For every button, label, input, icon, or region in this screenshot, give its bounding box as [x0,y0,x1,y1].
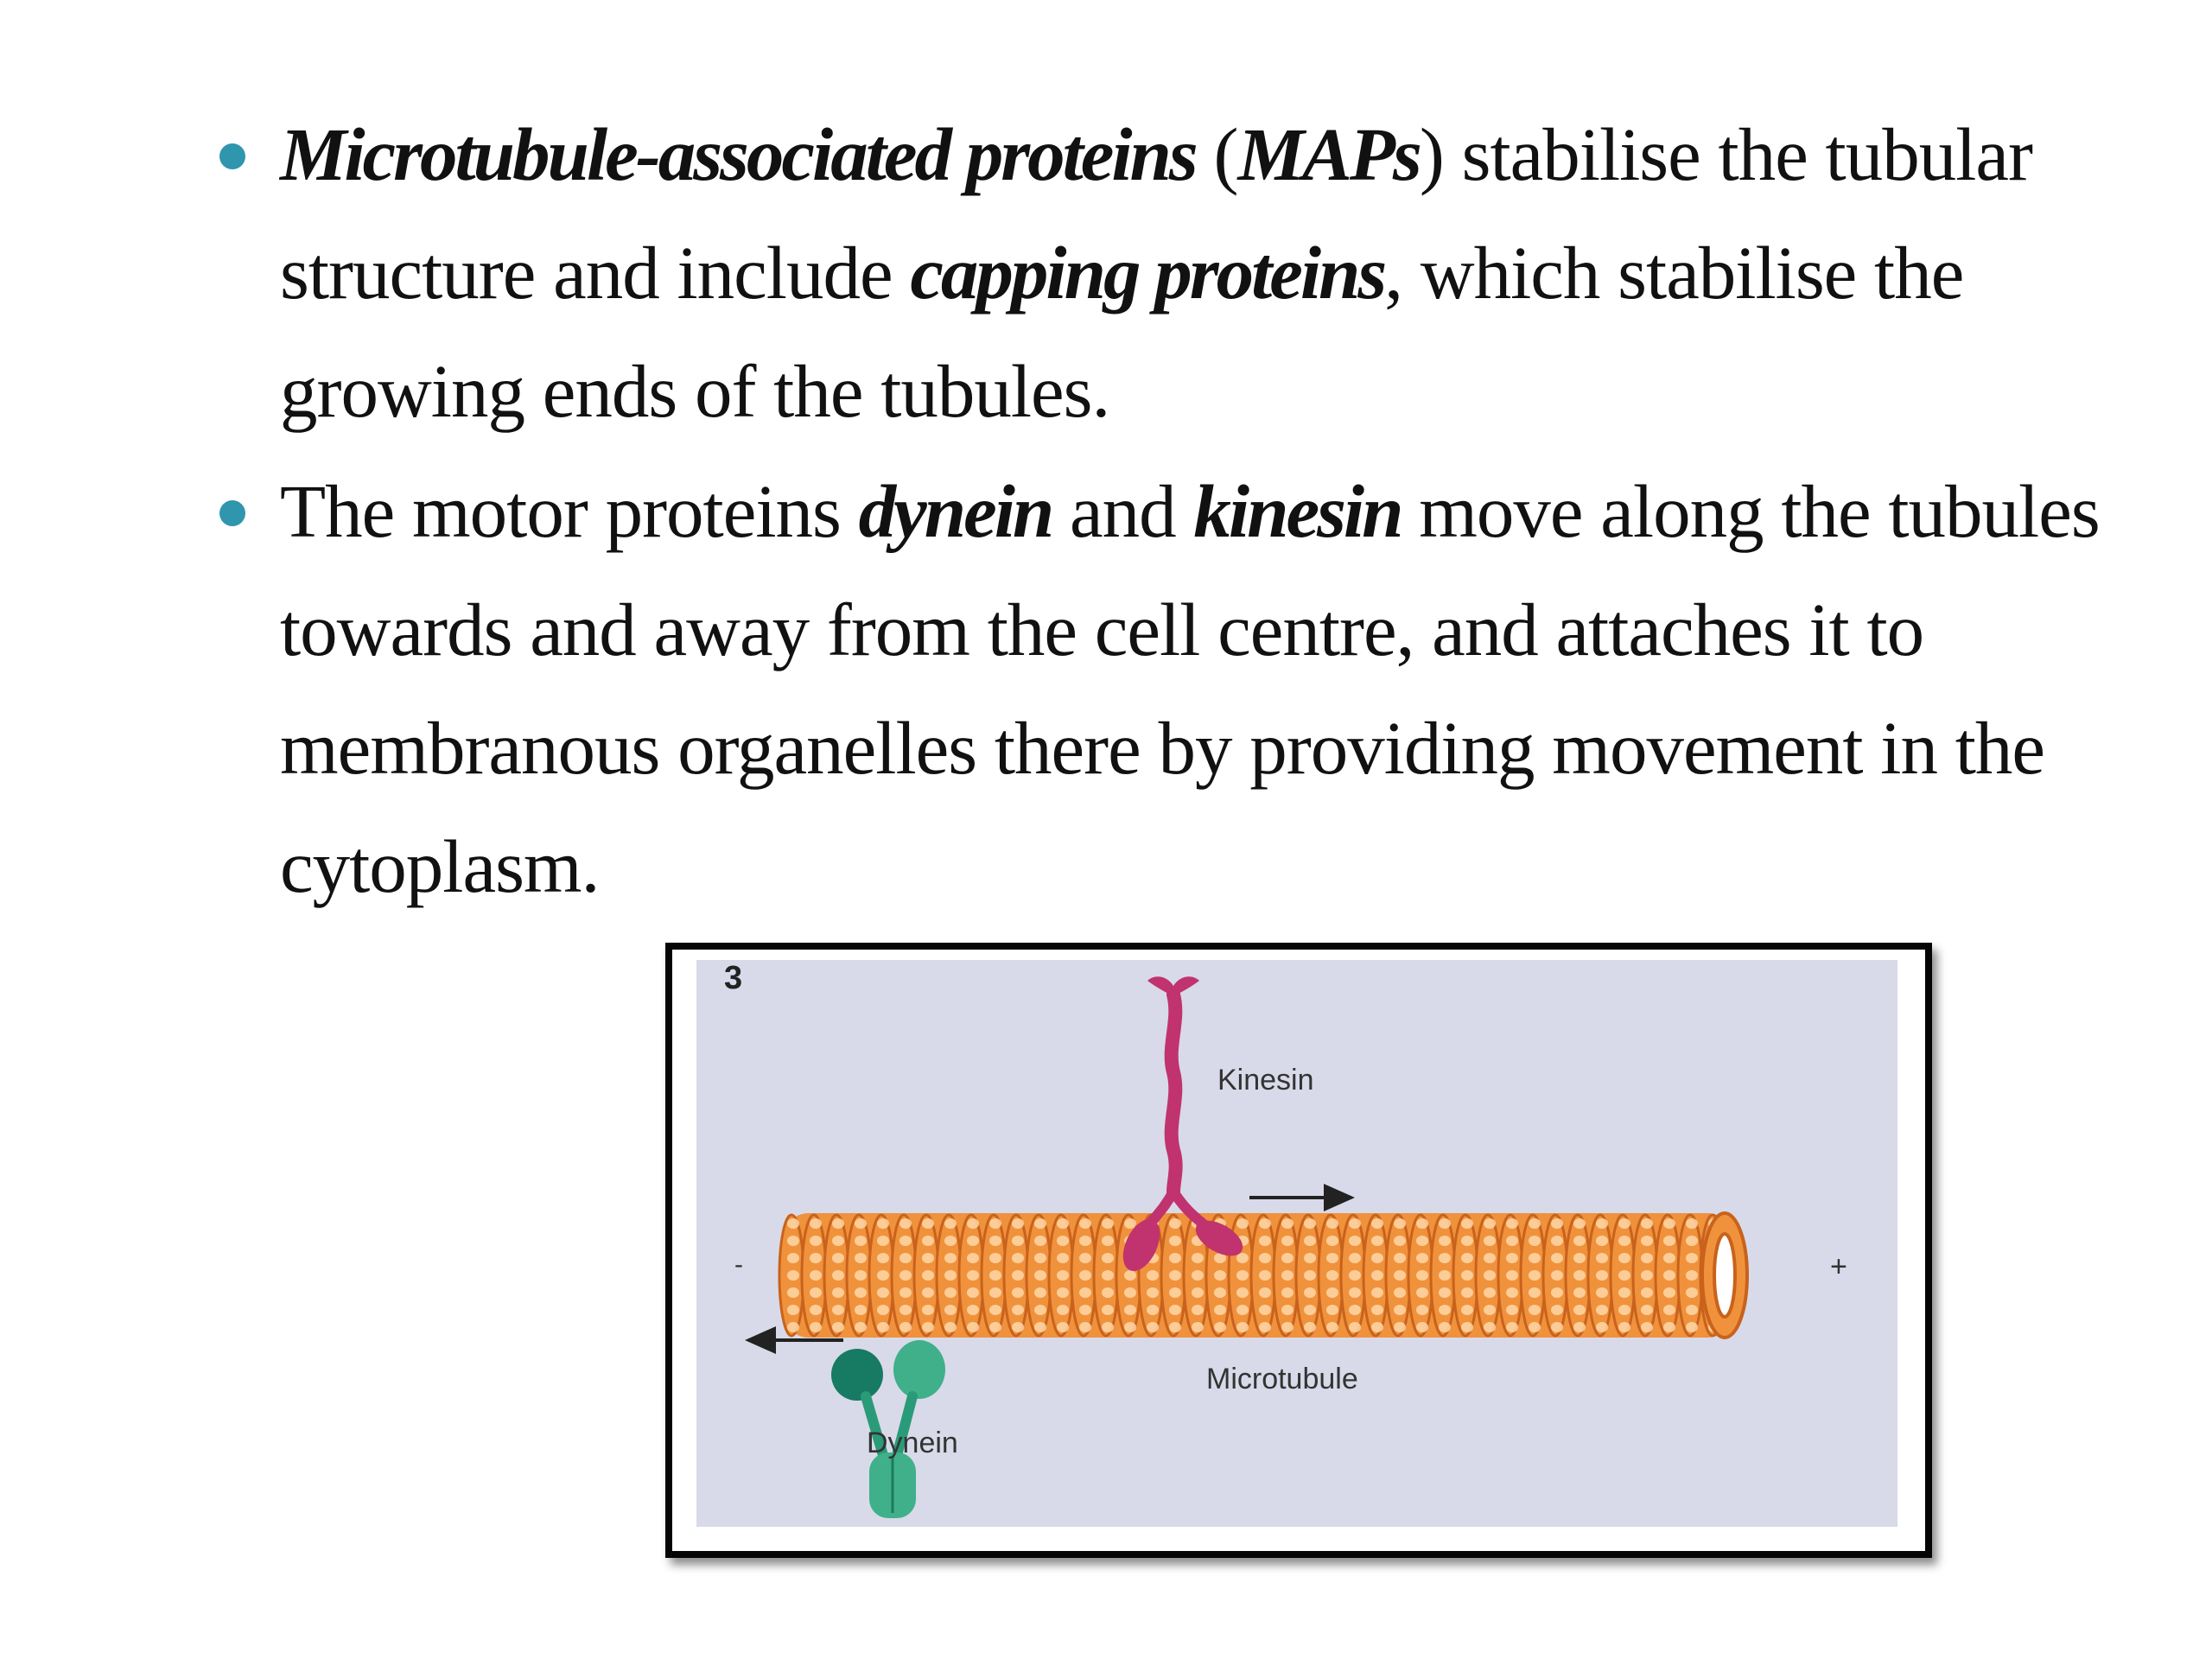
figure-frame [665,943,1932,1558]
minus-end-label: - [734,1250,743,1279]
bullet-list [214,95,2184,925]
bullet-item-motor-proteins [214,452,2184,925]
bullet-item-maps [214,95,2184,450]
plus-end-label: + [1830,1250,1847,1283]
text-segment: move along the tubules towards and away from the cell centre, and attaches it to membranous organelles there by providing movement in the cytoplasm. [280,469,2100,908]
bullet-text [280,112,2032,433]
kinesin-label: Kinesin [1217,1064,1314,1096]
bullet-text [280,469,2100,908]
microtubule-body [779,1213,1747,1338]
text-segment: and [1052,469,1194,553]
term-capping-proteins: capping proteins [910,231,1385,315]
panel-label: 3 [724,960,743,996]
text-segment: The motor proteins [280,469,859,553]
term-maps-full: Microtubule-associated proteins [280,112,1196,196]
motor-protein-figure [696,960,1897,1527]
bullet-dot-icon [219,500,245,526]
dynein-label: Dynein [867,1427,958,1459]
term-dynein: dynein [858,469,1052,553]
text-segment: ( [1195,112,1238,196]
term-maps: MAPs [1237,112,1420,196]
bullet-dot-icon [219,143,245,169]
text-segment: , which stabilise the growing ends of the tubules. [280,231,1964,433]
microtubule-label: Microtubule [1206,1363,1358,1395]
text-segment: ) stabilise the tubular structure and include [280,112,2032,315]
term-kinesin: kinesin [1193,469,1402,553]
